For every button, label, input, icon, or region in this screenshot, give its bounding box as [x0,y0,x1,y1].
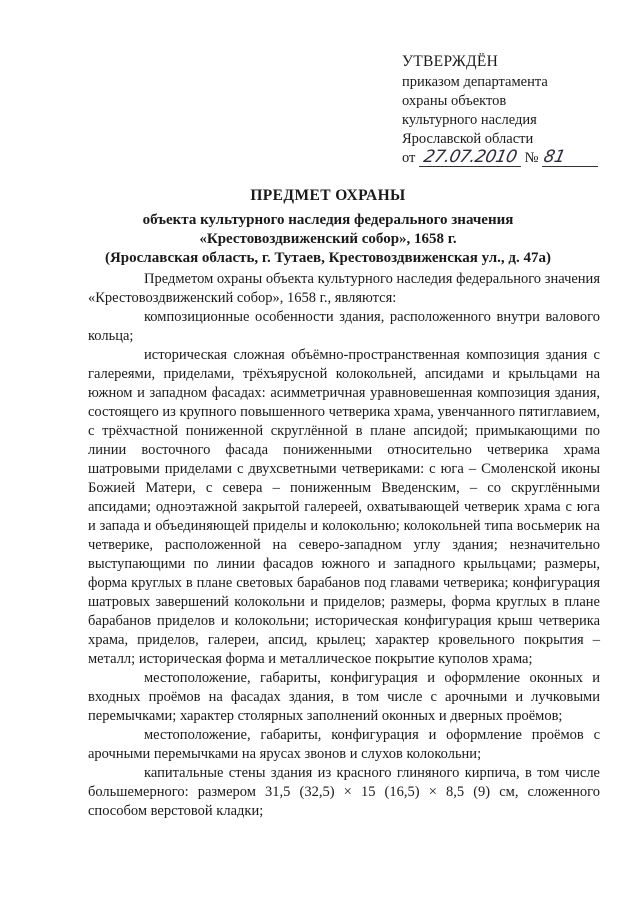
approval-line: приказом департамента [402,74,548,90]
approval-line: Ярославской области [402,131,534,147]
approval-stamp [402,52,602,168]
approval-date-number-line [402,149,602,168]
heading-line: (Ярославская область, г. Тутаев, Крестовоздвиженская ул., д. 47а) [104,250,552,266]
handwritten-date: 27.07.2010 [421,147,519,167]
paragraph: Предметом охраны объекта культурного наследия федерального значения «Крестовоздвиженский собор», 1658 г., являются: [88,271,600,306]
paragraph: местоположение, габариты, конфигурация и оформление проёмов с арочными перемычками на ярусах звонов и слухов колокольни; [88,727,600,762]
document-heading [88,186,568,268]
paragraph: капитальные стены здания из красного глиняного кирпича, в том числе большемерного: размером 31,5 (32,5) × 15 (16,5) × 8,5 (9) см, сложенного способом верстовой кладки; [88,765,600,819]
heading-line: «Крестовоздвиженский собор», 1658 г. [199,231,457,247]
date-prefix: от [402,150,416,166]
heading-title: ПРЕДМЕТ ОХРАНЫ [250,187,406,204]
number-prefix: № [524,150,539,166]
heading-line: объекта культурного наследия федерального значения [142,212,514,228]
paragraph: местоположение, габариты, конфигурация и оформление оконных и входных проёмов на фасадах здания, в том числе с арочными и лучковыми перемычками; характер столярных заполнений оконных и дверных проёмов; [88,670,600,724]
paragraph: композиционные особенности здания, расположенного внутри валового кольца; [88,309,600,344]
handwritten-number: 81 [541,147,567,167]
handwritten-number-field [542,149,598,167]
approval-line: охраны объектов [402,93,507,109]
approval-line: культурного наследия [402,112,537,128]
approval-title: УТВЕРЖДЁН [402,53,499,70]
document-body [88,270,600,821]
handwritten-date-field [419,149,521,167]
paragraph: историческая сложная объёмно-пространственная композиция здания с галереями, приделами, трёхъярусной колокольней, апсидами и крыльцами на южном и западном фасадах: асимметричная уравновешенная композиция здания, состоящего из крупного повышенного четверика храма, увенчанного пятиглавием, с трёхчастной пониженной скруглённой в плане апсидой; примыкающими по линии восточного фасада пониженными относительно четверика храма шатровыми приделами с двухсветными четвериками: с юга – Смоленской иконы Божией Матери, с севера – пониженным Введенским, – со скруглёнными апсидами; одноэтажной закрытой галереей, охватывающей четверик храма с юга и запада и объединяющей приделы и колокольню; колокольней типа восьмерик на четверике, расположенной на северо-западном углу здания; незначительно выступающими по линии фасадов южного и западного крыльцами; размеры, форма круглых в плане световых барабанов под главами четверика; конфигурация шатровых завершений колокольни и приделов; размеры, форма круглых в плане барабанов приделов и колокольни; историческая конфигурация крыш четверика храма, приделов, галереи, апсид, крылец; характер кровельного покрытия – металл; историческая форма и металлическое покрытие куполов храма; [88,347,600,667]
